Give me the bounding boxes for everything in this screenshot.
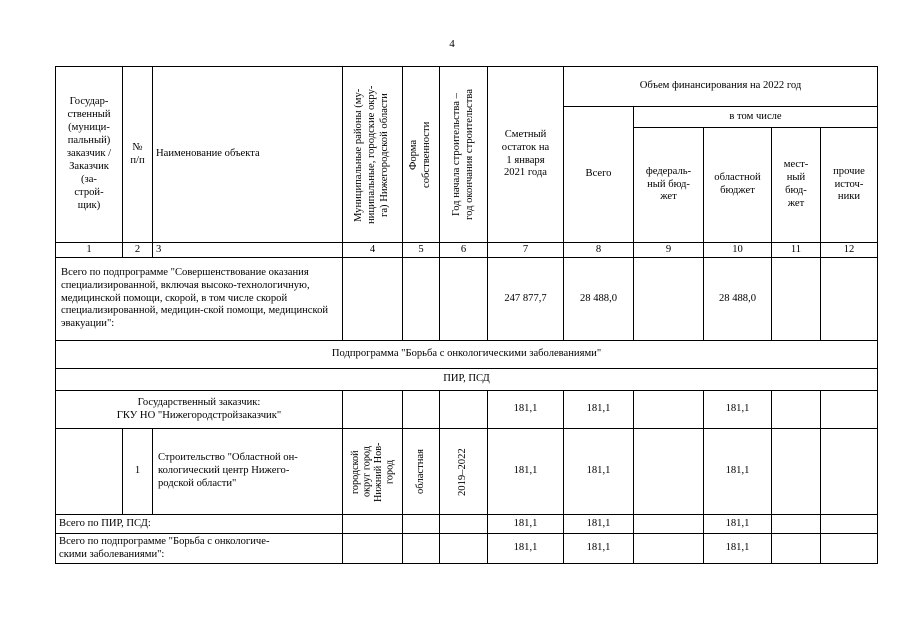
subprogram2-total: 181,1 xyxy=(564,534,634,564)
column-number: 4 xyxy=(343,243,403,258)
item1-estimate: 181,1 xyxy=(488,429,564,515)
column-number: 1 xyxy=(56,243,123,258)
column-number: 7 xyxy=(488,243,564,258)
page-number: 4 xyxy=(449,38,455,50)
empty-cell xyxy=(440,534,488,564)
customer-total: 181,1 xyxy=(564,391,634,429)
item1-regional: 181,1 xyxy=(704,429,772,515)
header-years: Год начала строительства – год окончания строительства xyxy=(440,67,488,243)
empty-cell xyxy=(821,258,878,341)
header-other: прочие источ- ники xyxy=(821,128,878,243)
empty-cell xyxy=(634,534,704,564)
empty-cell xyxy=(403,391,440,429)
empty-cell xyxy=(772,534,821,564)
item1-ownership: областная xyxy=(403,429,440,515)
header-total: Всего xyxy=(564,107,634,243)
financing-table xyxy=(55,66,878,564)
subprogram2-total-label: Всего по подпрограмме "Борьба с онкологиче- скими заболеваниями": xyxy=(56,534,343,564)
empty-cell xyxy=(821,391,878,429)
header-estimate: Сметный остаток на 1 января 2021 года xyxy=(488,67,564,243)
item1-num: 1 xyxy=(123,429,153,515)
empty-cell xyxy=(440,258,488,341)
subprogram2-title-row xyxy=(56,341,878,369)
subprogram1-regional: 28 488,0 xyxy=(704,258,772,341)
empty-cell xyxy=(772,429,821,515)
header-districts: Муниципальные районы (му- ниципальные, городские окру- га) Нижегородской области xyxy=(343,67,403,243)
subprogram1-total-label: Всего по подпрограмме "Совершенствование оказания специализированной, включая высоко-технологичную, медицинской помощи, скорой, в том числе скорой специализированной, медицин-ской помощи, медицинской эвакуации": xyxy=(56,258,343,341)
section-total-row xyxy=(56,515,878,534)
empty-cell xyxy=(56,429,123,515)
empty-cell xyxy=(403,534,440,564)
header-ownership: Форма собственности xyxy=(403,67,440,243)
empty-cell xyxy=(821,534,878,564)
empty-cell xyxy=(634,391,704,429)
subprogram1-estimate: 247 877,7 xyxy=(488,258,564,341)
empty-cell xyxy=(634,258,704,341)
item1-name: Строительство "Областной он- кологический центр Нижего- родской области" xyxy=(153,429,343,515)
subprogram2-regional: 181,1 xyxy=(704,534,772,564)
empty-cell xyxy=(634,515,704,534)
section-total-estimate: 181,1 xyxy=(488,515,564,534)
column-number: 2 xyxy=(123,243,153,258)
header-object-name: Наименование объекта xyxy=(153,67,343,243)
empty-cell xyxy=(821,515,878,534)
item1-total: 181,1 xyxy=(564,429,634,515)
empty-cell xyxy=(634,429,704,515)
item1-years: 2019–2022 xyxy=(440,429,488,515)
subprogram1-total: 28 488,0 xyxy=(564,258,634,341)
customer-label: Государственный заказчик: ГКУ НО "Нижегородстройзаказчик" xyxy=(56,391,343,429)
empty-cell xyxy=(343,258,403,341)
column-number: 8 xyxy=(564,243,634,258)
header-local: мест- ный бюд- жет xyxy=(772,128,821,243)
header-including: в том числе xyxy=(634,107,878,128)
item1-district: городской округ город Нижний Нов- город xyxy=(343,429,403,515)
column-number: 11 xyxy=(772,243,821,258)
column-number: 9 xyxy=(634,243,704,258)
column-number: 3 xyxy=(153,243,343,258)
column-number: 6 xyxy=(440,243,488,258)
column-number: 10 xyxy=(704,243,772,258)
column-number: 12 xyxy=(821,243,878,258)
subprogram2-title: Подпрограмма "Борьба с онкологическими заболеваниями" xyxy=(56,341,878,369)
customer-row xyxy=(56,391,878,429)
section-title: ПИР, ПСД xyxy=(56,369,878,391)
section-total-total: 181,1 xyxy=(564,515,634,534)
subprogram1-total-row xyxy=(56,258,878,341)
empty-cell xyxy=(343,515,403,534)
empty-cell xyxy=(772,515,821,534)
empty-cell xyxy=(403,258,440,341)
item1-row xyxy=(56,429,878,515)
customer-estimate: 181,1 xyxy=(488,391,564,429)
empty-cell xyxy=(772,391,821,429)
section-total-regional: 181,1 xyxy=(704,515,772,534)
header-regional: областной бюджет xyxy=(704,128,772,243)
header-num: № п/п xyxy=(123,67,153,243)
empty-cell xyxy=(343,534,403,564)
section-total-label: Всего по ПИР, ПСД: xyxy=(56,515,343,534)
subprogram2-total-row xyxy=(56,534,878,564)
column-number-row xyxy=(56,243,878,258)
section-title-row xyxy=(56,369,878,391)
header-financing: Объем финансирования на 2022 год xyxy=(564,67,878,107)
empty-cell xyxy=(821,429,878,515)
header-row-1 xyxy=(56,67,878,107)
empty-cell xyxy=(440,515,488,534)
header-customer: Государ- ственный (муници- пальный) заказчик / Заказчик (за- строй- щик) xyxy=(56,67,123,243)
customer-regional: 181,1 xyxy=(704,391,772,429)
empty-cell xyxy=(343,391,403,429)
empty-cell xyxy=(403,515,440,534)
subprogram2-estimate: 181,1 xyxy=(488,534,564,564)
empty-cell xyxy=(772,258,821,341)
header-federal: федераль- ный бюд- жет xyxy=(634,128,704,243)
column-number: 5 xyxy=(403,243,440,258)
empty-cell xyxy=(440,391,488,429)
